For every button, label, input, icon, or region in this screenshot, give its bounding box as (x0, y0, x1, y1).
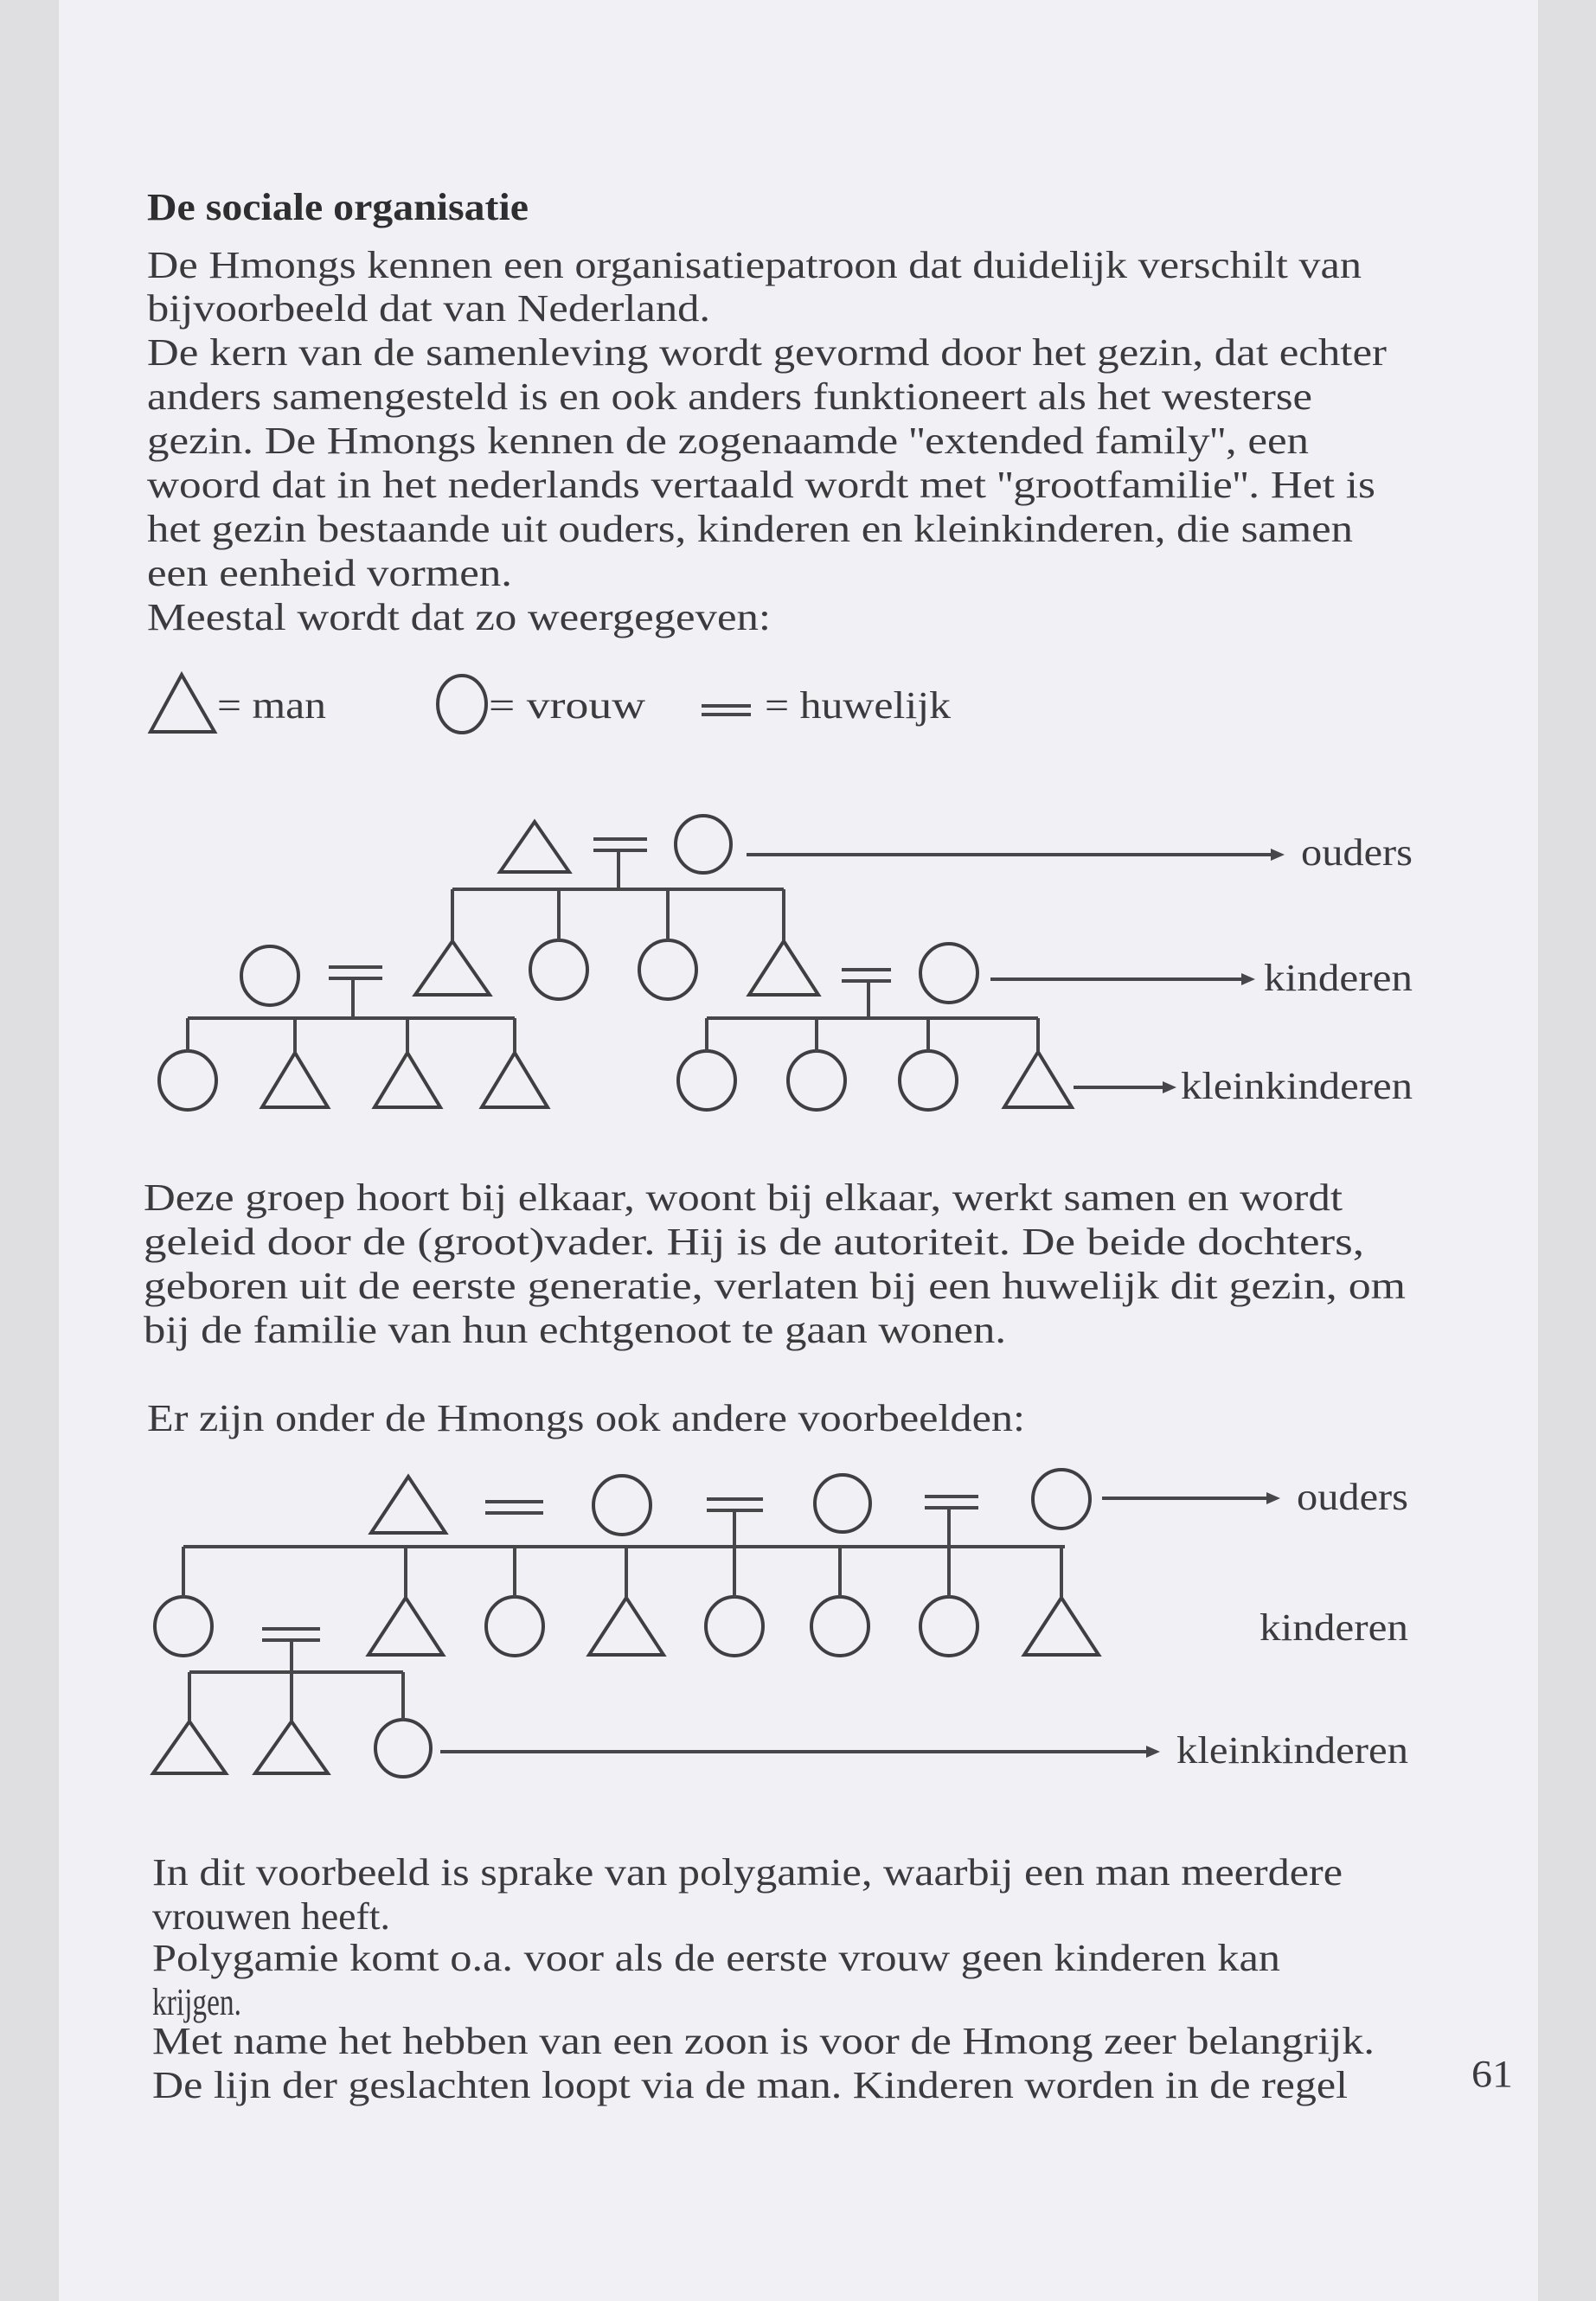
legend-huwelijk: = huwelijk (765, 684, 951, 727)
text-line: anders samengesteld is en ook anders funktioneert als het westerse (147, 375, 1312, 418)
closing-paragraph (152, 1851, 1375, 2106)
text-line: vrouwen heeft. (152, 1895, 390, 1938)
examples-intro: Er zijn onder de Hmongs ook andere voorbeelden: (147, 1397, 1025, 1439)
label-kinderen: kinderen (1264, 957, 1413, 999)
text-line: Polygamie komt o.a. voor als de eerste vrouw geen kinderen kan (152, 1937, 1280, 1979)
text-line: De Hmongs kennen een organisatiepatroon dat duidelijk verschilt van (147, 244, 1362, 286)
text-line: geboren uit de eerste generatie, verlaten bij een huwelijk dit gezin, om (144, 1265, 1406, 1307)
text-line: De kern van de samenleving wordt gevormd door het gezin, dat echter (147, 331, 1388, 374)
text-line: bij de familie van hun echtgenoot te gaan wonen. (144, 1309, 1006, 1351)
legend-vrouw: = vrouw (489, 684, 646, 727)
text-line: woord dat in het nederlands vertaald wordt met ''grootfamilie''. Het is (147, 464, 1375, 506)
text-line: Deze groep hoort bij elkaar, woont bij elkaar, werkt samen en wordt (144, 1176, 1343, 1219)
text-line: het gezin bestaande uit ouders, kinderen en kleinkinderen, die samen (147, 508, 1353, 550)
text-line: gezin. De Hmongs kennen de zogenaamde ''extended family'', een (147, 420, 1309, 462)
text-line: Meestal wordt dat zo weergegeven: (147, 596, 771, 638)
text-line: geleid door de (groot)vader. Hij is de autoriteit. De beide dochters, (144, 1221, 1364, 1263)
text-line: een eenheid vormen. (147, 552, 512, 594)
label-ouders: ouders (1297, 1476, 1408, 1518)
text-line: Met name het hebben van een zoon is voor de Hmong zeer belangrijk. (152, 2020, 1375, 2062)
legend-man: = man (217, 684, 326, 727)
text-line: In dit voorbeeld is sprake van polygamie, waarbij een man meerdere (152, 1851, 1343, 1894)
page-number: 61 (1471, 2053, 1513, 2095)
text-line: bijvoorbeeld dat van Nederland. (147, 287, 710, 330)
label-ouders: ouders (1301, 831, 1413, 874)
label-kinderen: kinderen (1259, 1606, 1408, 1649)
text-line: De lijn der geslachten loopt via de man. Kinderen worden in de regel (152, 2064, 1349, 2106)
text-line: krijgen. (152, 1981, 241, 2023)
label-kleinkinderen: kleinkinderen (1181, 1065, 1413, 1107)
legend (151, 675, 951, 733)
section-heading: De sociale organisatie (147, 186, 529, 228)
label-kleinkinderen: kleinkinderen (1176, 1729, 1408, 1772)
